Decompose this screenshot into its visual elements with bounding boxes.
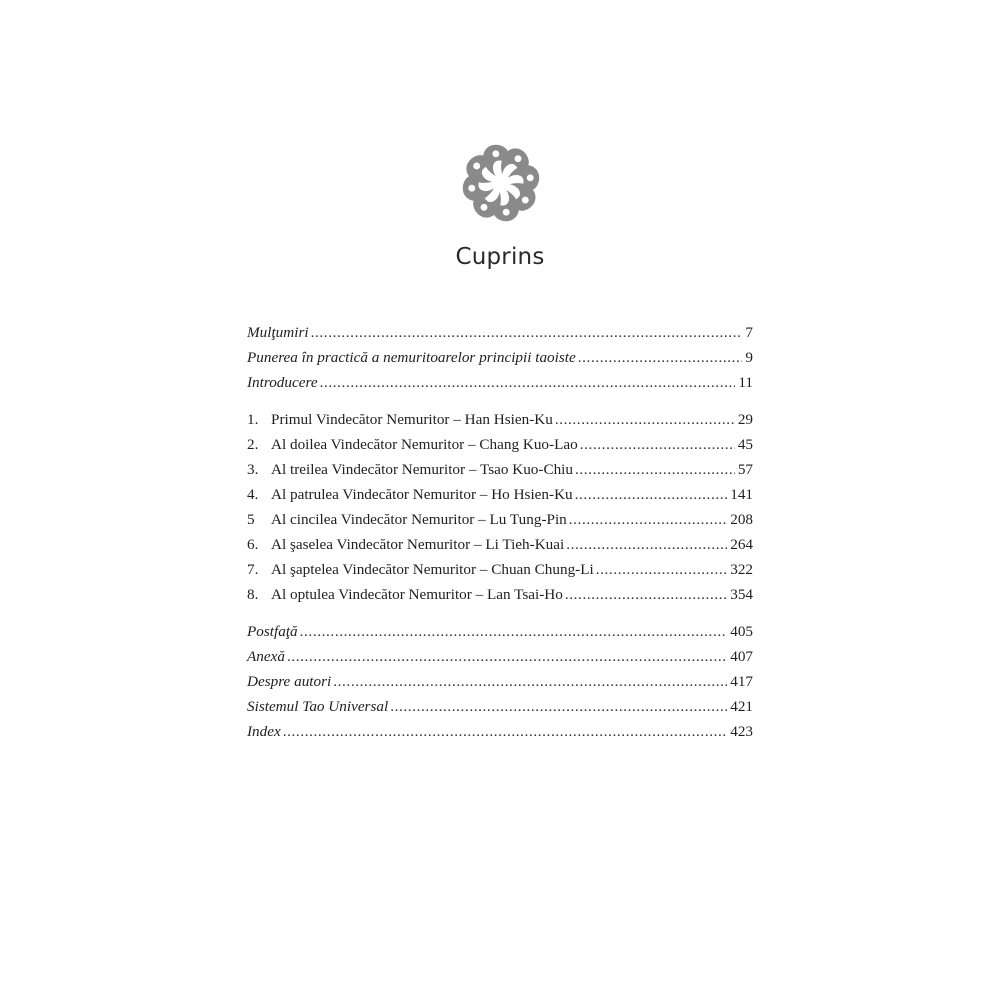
toc-back-matter bbox=[247, 619, 753, 744]
dot-leader bbox=[333, 669, 727, 694]
toc-chapters bbox=[247, 407, 753, 607]
chapter-number: 8. bbox=[247, 586, 259, 603]
toc-entry-label: Primul Vindecător Nemuritor – Han Hsien-Ku bbox=[271, 411, 553, 428]
toc-entry[interactable] bbox=[247, 619, 753, 644]
toc-entry-label: Al şaselea Vindecător Nemuritor – Li Tieh-Kuai bbox=[271, 536, 565, 553]
toc-page-number: 322 bbox=[730, 561, 753, 578]
toc-page-number: 423 bbox=[730, 723, 753, 740]
swirl-rosette-icon bbox=[458, 140, 544, 226]
dot-leader bbox=[575, 482, 728, 507]
toc-page-number: 57 bbox=[737, 461, 753, 478]
toc-entry[interactable] bbox=[247, 557, 753, 582]
toc-entry-label: Al optulea Vindecător Nemuritor – Lan Tsai-Ho bbox=[271, 586, 563, 603]
dot-leader bbox=[565, 582, 727, 607]
toc-page-number: 141 bbox=[730, 486, 753, 503]
toc-page-number: 407 bbox=[730, 648, 753, 665]
chapter-number: 4. bbox=[247, 486, 259, 503]
toc-entry[interactable] bbox=[247, 370, 753, 395]
table-of-contents bbox=[247, 320, 753, 744]
dot-leader bbox=[311, 320, 743, 345]
toc-entry-label: Sistemul Tao Universal bbox=[247, 698, 389, 715]
toc-page-number: 11 bbox=[738, 374, 753, 391]
dot-leader bbox=[596, 557, 727, 582]
toc-entry-label: Introducere bbox=[247, 374, 318, 391]
dot-leader bbox=[566, 532, 727, 557]
dot-leader bbox=[287, 644, 727, 669]
dot-leader bbox=[569, 507, 727, 532]
dot-leader bbox=[300, 619, 728, 644]
toc-entry-label: Al cincilea Vindecător Nemuritor – Lu Tung-Pin bbox=[271, 511, 567, 528]
dot-leader bbox=[283, 719, 727, 744]
chapter-number: 6. bbox=[247, 536, 259, 553]
toc-entry[interactable] bbox=[247, 694, 753, 719]
chapter-number: 3. bbox=[247, 461, 259, 478]
toc-entry[interactable] bbox=[247, 719, 753, 744]
toc-page-number: 264 bbox=[730, 536, 753, 553]
dot-leader bbox=[578, 345, 743, 370]
toc-entry-label: Despre autori bbox=[247, 673, 332, 690]
toc-entry-label: Al patrulea Vindecător Nemuritor – Ho Hsien-Ku bbox=[271, 486, 573, 503]
toc-entry-label: Index bbox=[247, 723, 281, 740]
dot-leader bbox=[390, 694, 727, 719]
chapter-number: 2. bbox=[247, 436, 259, 453]
toc-page-number: 208 bbox=[730, 511, 753, 528]
toc-entry[interactable] bbox=[247, 669, 753, 694]
toc-entry[interactable] bbox=[247, 482, 753, 507]
toc-entry[interactable] bbox=[247, 644, 753, 669]
toc-entry-label: Punerea în practică a nemuritoarelor principii taoiste bbox=[247, 349, 576, 366]
toc-entry[interactable] bbox=[247, 532, 753, 557]
toc-page-number: 29 bbox=[737, 411, 753, 428]
chapter-number: 1. bbox=[247, 411, 259, 428]
toc-entry[interactable] bbox=[247, 407, 753, 432]
toc-entry[interactable] bbox=[247, 432, 753, 457]
dot-leader bbox=[575, 457, 735, 482]
toc-page-number: 421 bbox=[730, 698, 753, 715]
dot-leader bbox=[320, 370, 736, 395]
dot-leader bbox=[555, 407, 735, 432]
toc-page-number: 417 bbox=[730, 673, 753, 690]
chapter-number: 5 bbox=[247, 511, 255, 528]
toc-page-number: 45 bbox=[737, 436, 753, 453]
toc-entry-label: Mulţumiri bbox=[247, 324, 309, 341]
dot-leader bbox=[580, 432, 735, 457]
toc-page-number: 7 bbox=[745, 324, 753, 341]
toc-entry[interactable] bbox=[247, 582, 753, 607]
toc-entry[interactable] bbox=[247, 507, 753, 532]
toc-entry[interactable] bbox=[247, 320, 753, 345]
toc-entry-label: Al treilea Vindecător Nemuritor – Tsao Kuo-Chiu bbox=[271, 461, 573, 478]
toc-entry-label: Postfaţă bbox=[247, 623, 298, 640]
chapter-number: 7. bbox=[247, 561, 259, 578]
toc-page-number: 354 bbox=[730, 586, 753, 603]
toc-entry-label: Anexă bbox=[247, 648, 285, 665]
toc-page-number: 9 bbox=[745, 349, 753, 366]
toc-entry[interactable] bbox=[247, 457, 753, 482]
toc-front-matter bbox=[247, 320, 753, 395]
page-title: Cuprins bbox=[455, 244, 545, 270]
toc-entry-label: Al doilea Vindecător Nemuritor – Chang Kuo-Lao bbox=[271, 436, 578, 453]
toc-entry[interactable] bbox=[247, 345, 753, 370]
toc-entry-label: Al şaptelea Vindecător Nemuritor – Chuan Chung-Li bbox=[271, 561, 594, 578]
toc-page-number: 405 bbox=[730, 623, 753, 640]
